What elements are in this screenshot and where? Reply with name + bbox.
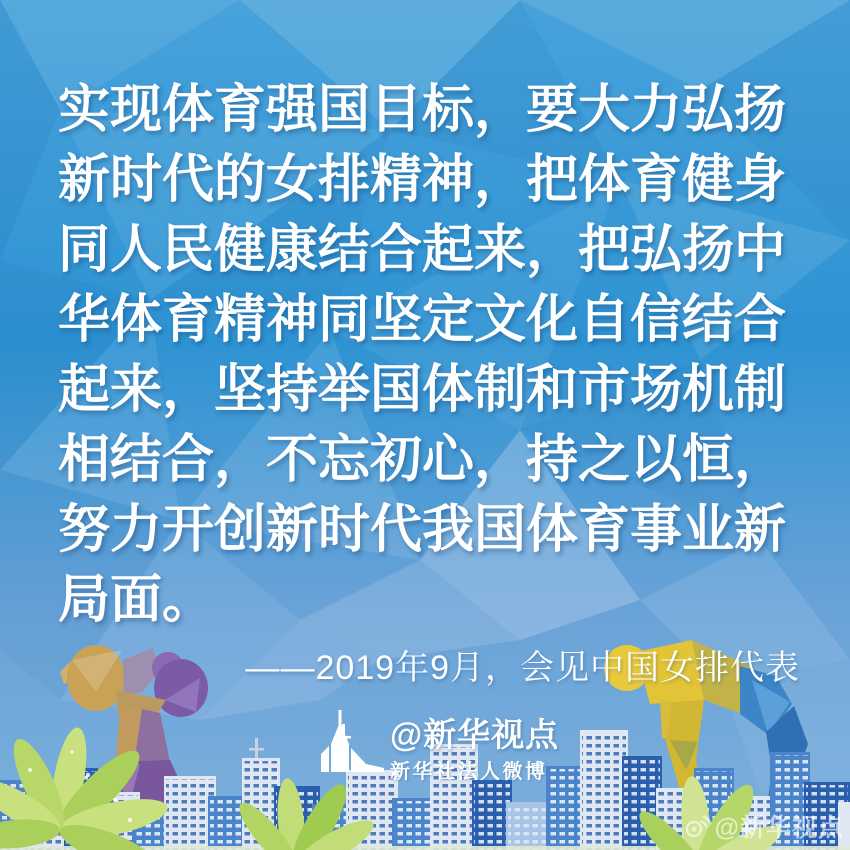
weibo-eye-icon <box>684 812 712 840</box>
xinhua-tower-icon <box>318 708 386 776</box>
leaves-center <box>232 777 380 850</box>
quote-line-2: 新时代的女排精神，把体育健身 <box>58 152 787 209</box>
quote-line-8: 局面。 <box>58 572 215 629</box>
logo-text <box>390 718 559 784</box>
logo-subtitle: 新华社法人微博 <box>390 761 548 783</box>
quote-text <box>58 76 798 636</box>
attribution-line: ——2019年9月，会见中国女排代表 <box>245 649 800 687</box>
quote-line-5: 起来，坚持举国体制和市场机制 <box>58 362 787 419</box>
flower-left <box>0 725 171 850</box>
quote-line-3: 同人民健康结合起来，把弘扬中 <box>58 222 787 279</box>
weibo-watermark <box>684 808 844 844</box>
xinhua-logo <box>318 708 559 784</box>
watermark-text: @新华视点 <box>714 814 844 842</box>
quote-line-6: 相结合，不忘初心，持之以恒， <box>58 432 787 489</box>
quote-line-4: 华体育精神同坚定文化自信结合 <box>58 292 787 349</box>
quote-line-1: 实现体育强国目标，要大力弘扬 <box>58 82 787 139</box>
logo-handle: @新华视点 <box>390 716 560 753</box>
quote-line-7: 努力开创新时代我国体育事业新 <box>58 502 787 559</box>
